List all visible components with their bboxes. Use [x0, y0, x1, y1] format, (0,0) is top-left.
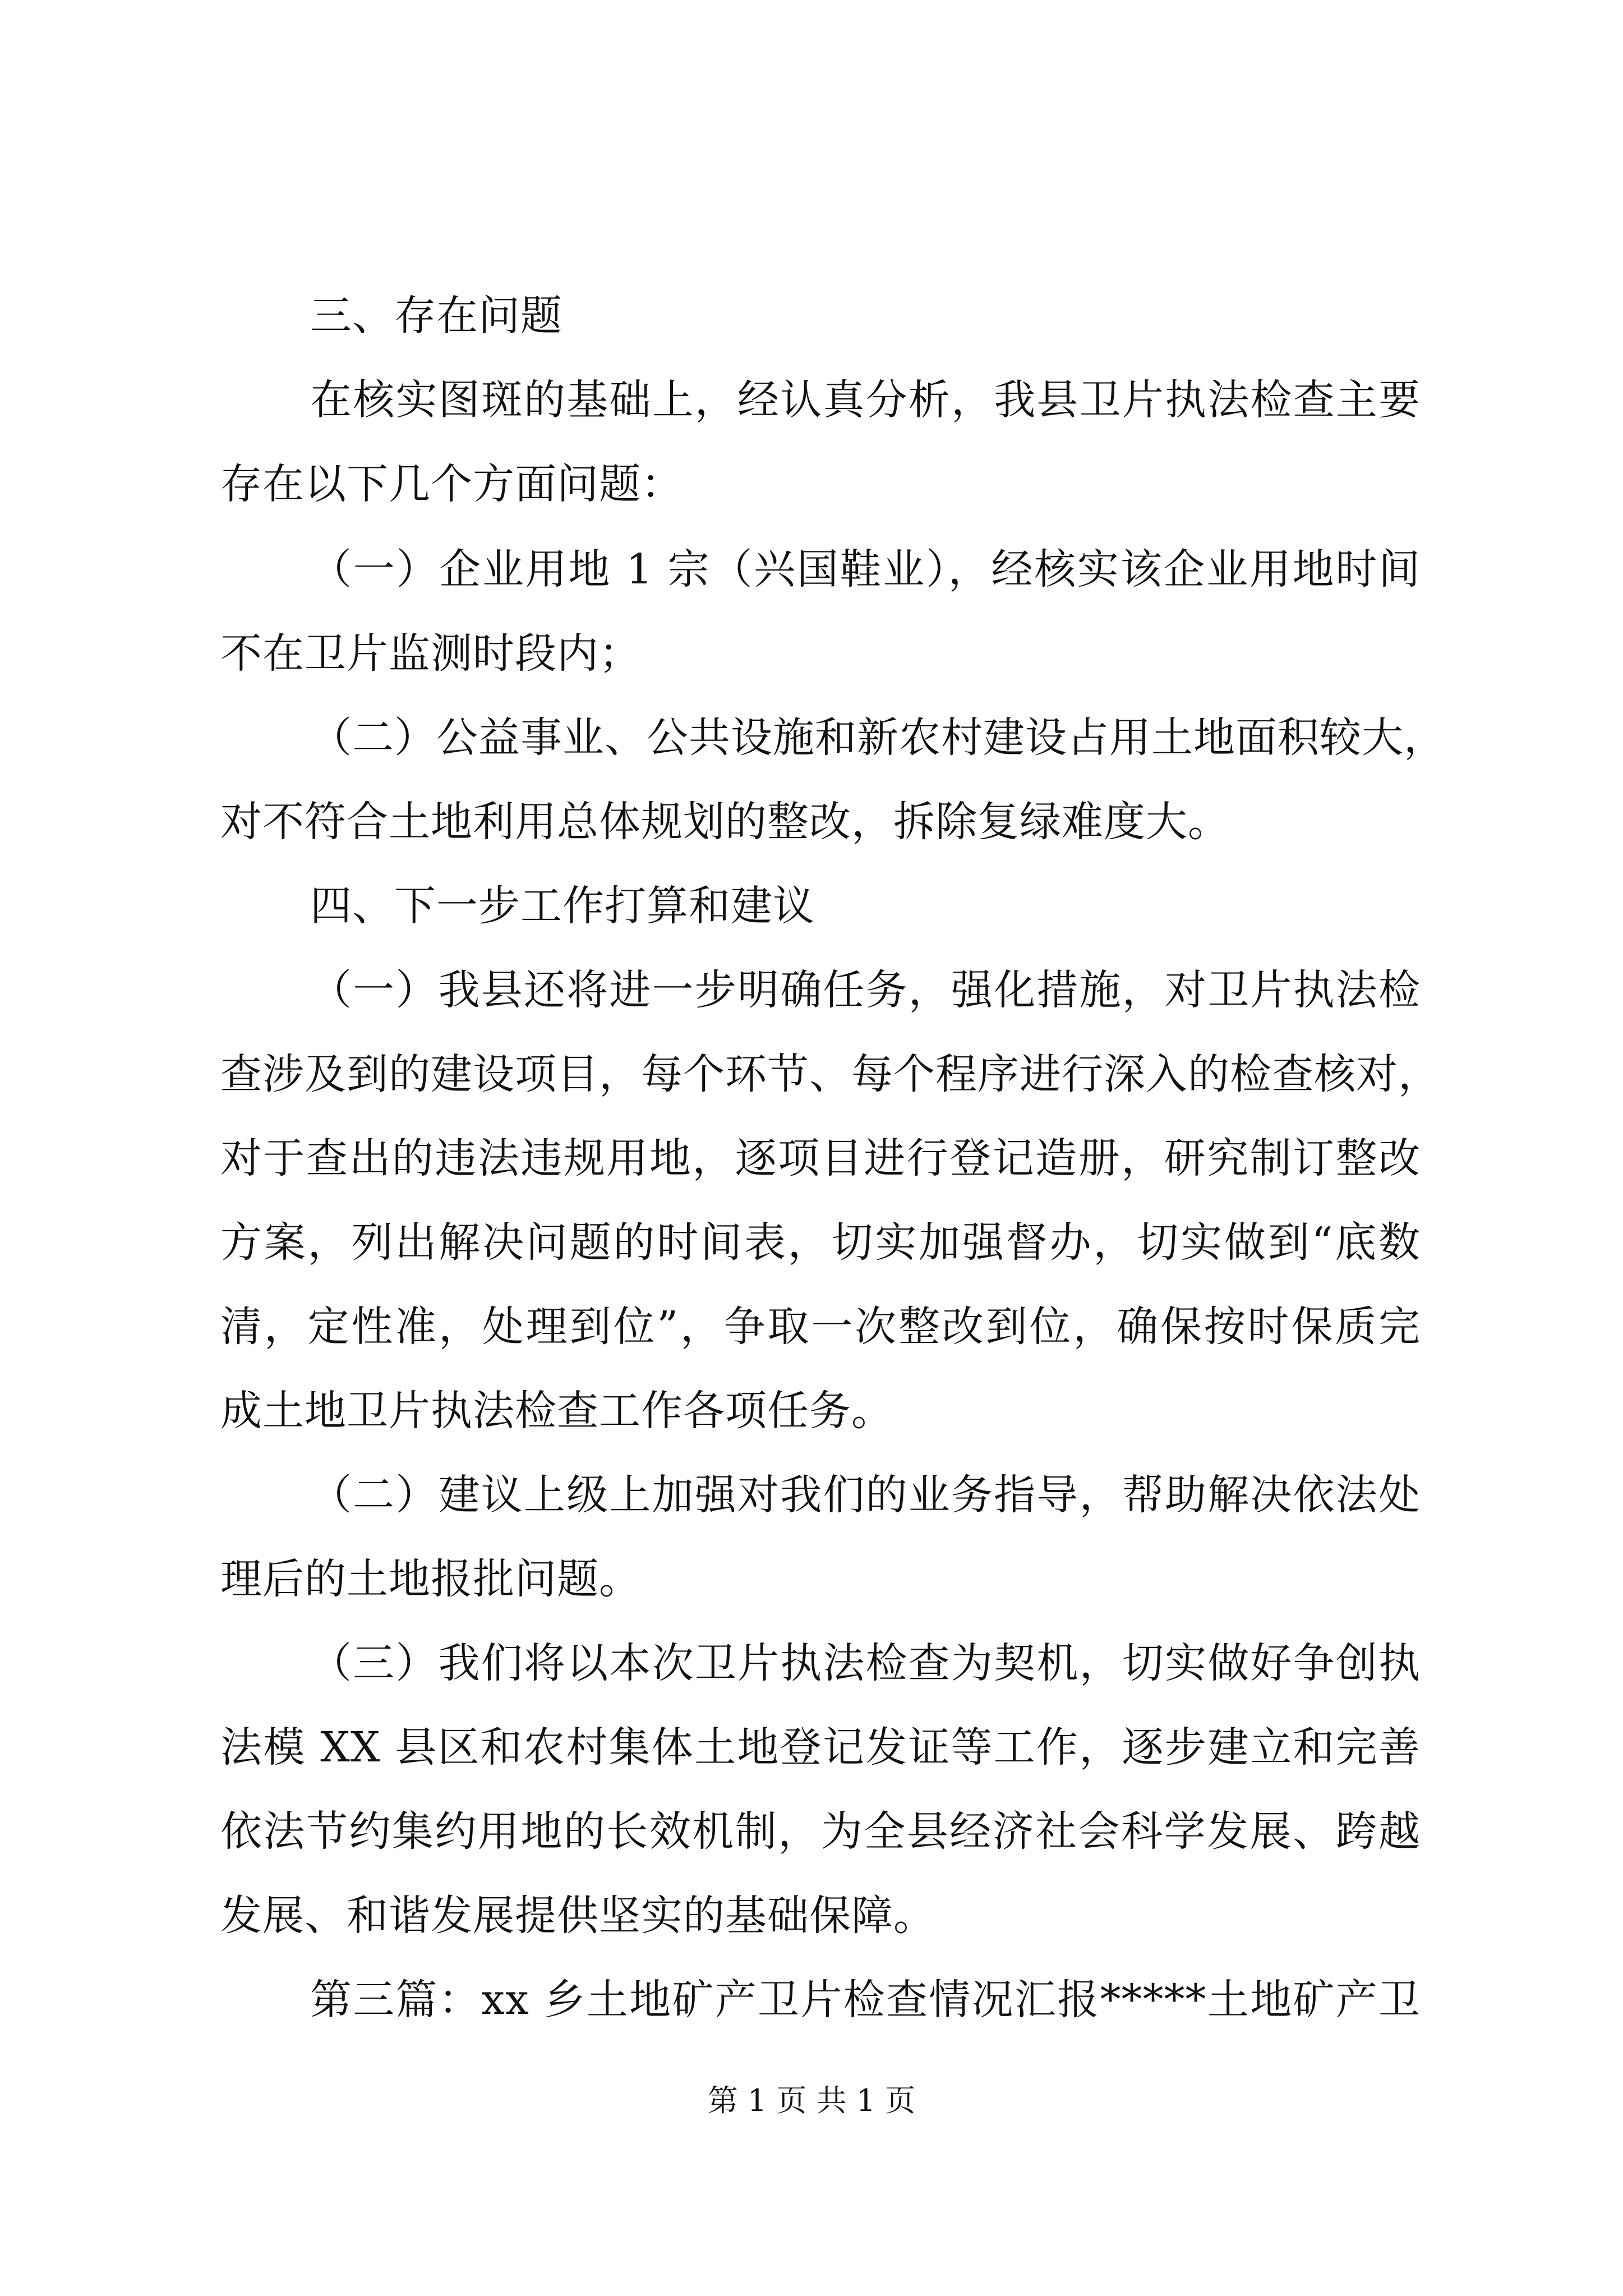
paragraph-line: 清，定性准，处理到位”，争取一次整改到位，确保按时保质完: [220, 1303, 1421, 1351]
paragraph-line: 理后的土地报批问题。: [220, 1555, 641, 1603]
paragraph-line: （二）公益事业、公共设施和新农村建设占用土地面积较大，: [310, 714, 1446, 762]
paragraph-line: 第三篇：xx 乡土地矿产卫片检查情况汇报*****土地矿产卫: [310, 1976, 1421, 2024]
paragraph-line: （三）我们将以本次卫片执法检查为契机，切实做好争创执: [310, 1639, 1421, 1687]
paragraph-line: 存在以下几个方面问题：: [220, 460, 683, 508]
paragraph-line: （一）我县还将进一步明确任务，强化措施，对卫片执法检: [310, 966, 1421, 1014]
paragraph-line: 查涉及到的建设项目，每个环节、每个程序进行深入的检查核对，: [220, 1050, 1440, 1098]
paragraph-line: 对于查出的违法违规用地，逐项目进行登记造册，研究制订整改: [220, 1134, 1421, 1182]
page-number-footer: 第 1 页 共 1 页: [707, 2083, 916, 2118]
section-heading-problems: 三、存在问题: [310, 292, 562, 340]
paragraph-line: 成土地卫片执法检查工作各项任务。: [220, 1387, 893, 1435]
section-heading-next-steps: 四、下一步工作打算和建议: [310, 882, 815, 930]
paragraph-line: 对不符合土地利用总体规划的整改，拆除复绿难度大。: [220, 798, 1230, 846]
paragraph-line: （二）建议上级上加强对我们的业务指导，帮助解决依法处: [310, 1471, 1421, 1519]
paragraph-line: （一）企业用地 1 宗（兴国鞋业），经核实该企业用地时间: [310, 545, 1421, 593]
paragraph-line: 在核实图斑的基础上，经认真分析，我县卫片执法检查主要: [310, 376, 1421, 424]
paragraph-line: 依法节约集约用地的长效机制，为全县经济社会科学发展、跨越: [220, 1807, 1421, 1856]
paragraph-line: 发展、和谐发展提供坚实的基础保障。: [220, 1892, 935, 1940]
paragraph-line: 方案，列出解决问题的时间表，切实加强督办，切实做到“底数: [220, 1218, 1421, 1267]
paragraph-line: 法模 XX 县区和农村集体土地登记发证等工作，逐步建立和完善: [220, 1723, 1421, 1772]
paragraph-line: 不在卫片监测时段内；: [220, 629, 641, 678]
